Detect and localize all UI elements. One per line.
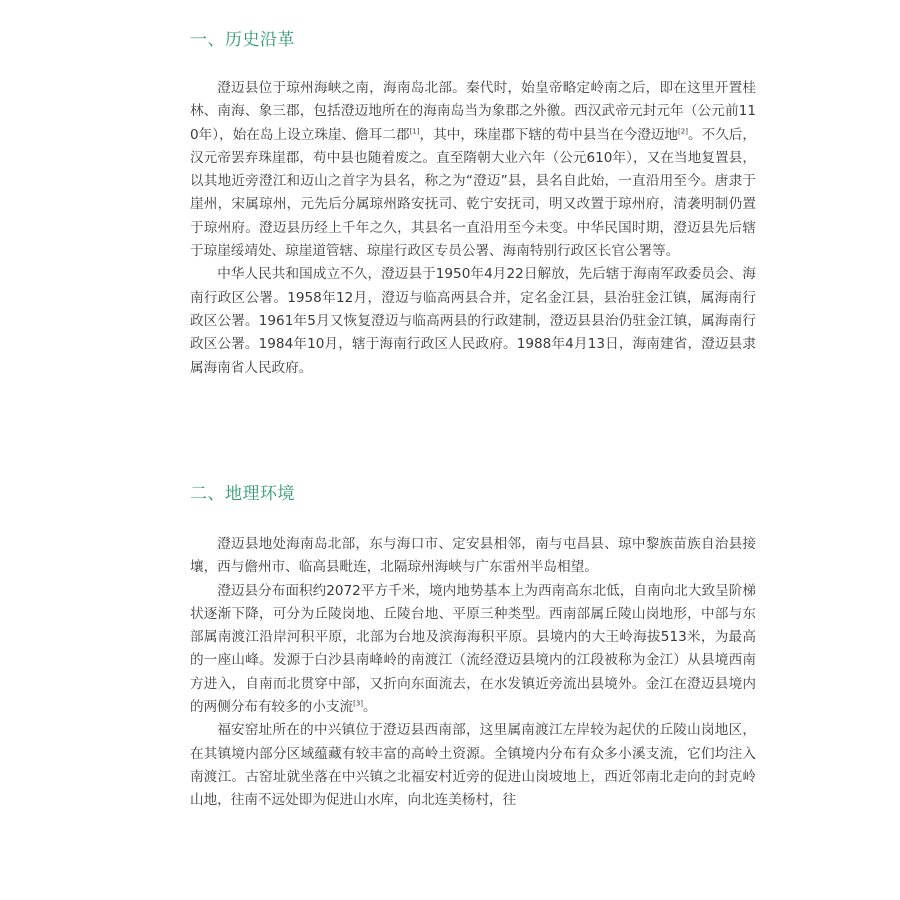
section-heading-geography: 二、地理环境	[190, 484, 295, 504]
section-geography-body	[190, 533, 756, 813]
section-heading-history: 一、历史沿革	[190, 30, 295, 50]
text-run: 澄迈县分布面积约2072平方千米，境内地势基本上为西南高东北低，自南向北大致呈阶梯状逐渐下降，可分为丘陵岗地、丘陵台地、平原三种类型。西南部属丘陵山岗地形，中部与东部属南渡江沿岸河积平原，北部为台地及滨海海积平原。县境内的大王岭海拔513米，为最高的一座山峰。发源于白沙县南峰岭的南渡江（流经澄迈县境内的江段被称为金江）从县境西南方进入，自南而北贯穿中部，又折向东面流去，在水发镇近旁流出县境外。金江在澄迈县境内的两侧分布有较多的小支流	[190, 582, 756, 716]
paragraph	[190, 533, 756, 580]
text-run: 澄迈县位于琼州海峡之南，海南岛北部。秦代时，始皇帝略定岭南之后，即在这里开置桂林、南海、象三郡，包括澄迈地所在的海南岛当为象郡之外徼。西汉武帝元封元年（公元前110年），始在岛上设立珠崖、儋耳二郡	[190, 80, 756, 143]
text-run: 福安窑址所在的中兴镇位于澄迈县西南部，这里属南渡江左岸较为起伏的丘陵山岗地区，在其镇境内部分区域蕴藏有较丰富的高岭土资源。全镇境内分布有众多小溪支流，它们均注入南渡江。古窑址就坐落在中兴镇之北福安村近旁的促进山岗坡地上，西近邻南北走向的封克岭山地，往南不远处即为促进山水库，向北连美杨村，往	[190, 722, 756, 809]
text-run: 。不久后，汉元帝罢弃珠崖郡，苟中县也随着废之。直至隋朝大业六年（公元610年），又在当地复置县，以其地近旁澄江和迈山之首字为县名，称之为“澄迈”县，县名自此始，一直沿用至今。唐隶于崖州，宋属琼州，元先后分属琼州路安抚司、乾宁安抚司，明又改置于琼州府，清袭明制仍置于琼州府。澄迈县历经上千年之久，其县名一直沿用至今未变。中华民国时期，澄迈县先后辖于琼崖绥靖处、琼崖道管辖、琼崖行政区专员公署、海南特别行政区长官公署等。	[190, 126, 757, 260]
section-history-body	[190, 77, 756, 380]
paragraph	[190, 263, 756, 379]
text-run: ，其中，珠崖郡下辖的苟中县当在今澄迈地	[419, 126, 679, 143]
footnote-ref: [1]	[409, 127, 420, 136]
footnote-ref: [2]	[678, 127, 688, 136]
paragraph	[190, 719, 756, 812]
footnote-ref: [3]	[353, 699, 364, 708]
paragraph	[190, 580, 756, 720]
paragraph	[190, 77, 756, 263]
text-run: 中华人民共和国成立不久，澄迈县于1950年4月22日解放，先后辖于海南军政委员会、海南行政区公署。1958年12月，澄迈与临高两县合并，定名金江县，县治驻金江镇，属海南行政区公署。1961年5月又恢复澄迈与临高两县的行政建制，澄迈县县治仍驻金江镇，属海南行政区公署。1984年10月，辖于海南行政区人民政府。1988年4月13日，海南建省，澄迈县隶属海南省人民政府。	[190, 266, 756, 376]
text-run: 澄迈县地处海南岛北部，东与海口市、定安县相邻，南与屯昌县、琼中黎族苗族自治县接壤，西与儋州市、临高县毗连，北隔琼州海峡与广东雷州半岛相望。	[190, 536, 756, 576]
text-run: 。	[363, 699, 377, 716]
